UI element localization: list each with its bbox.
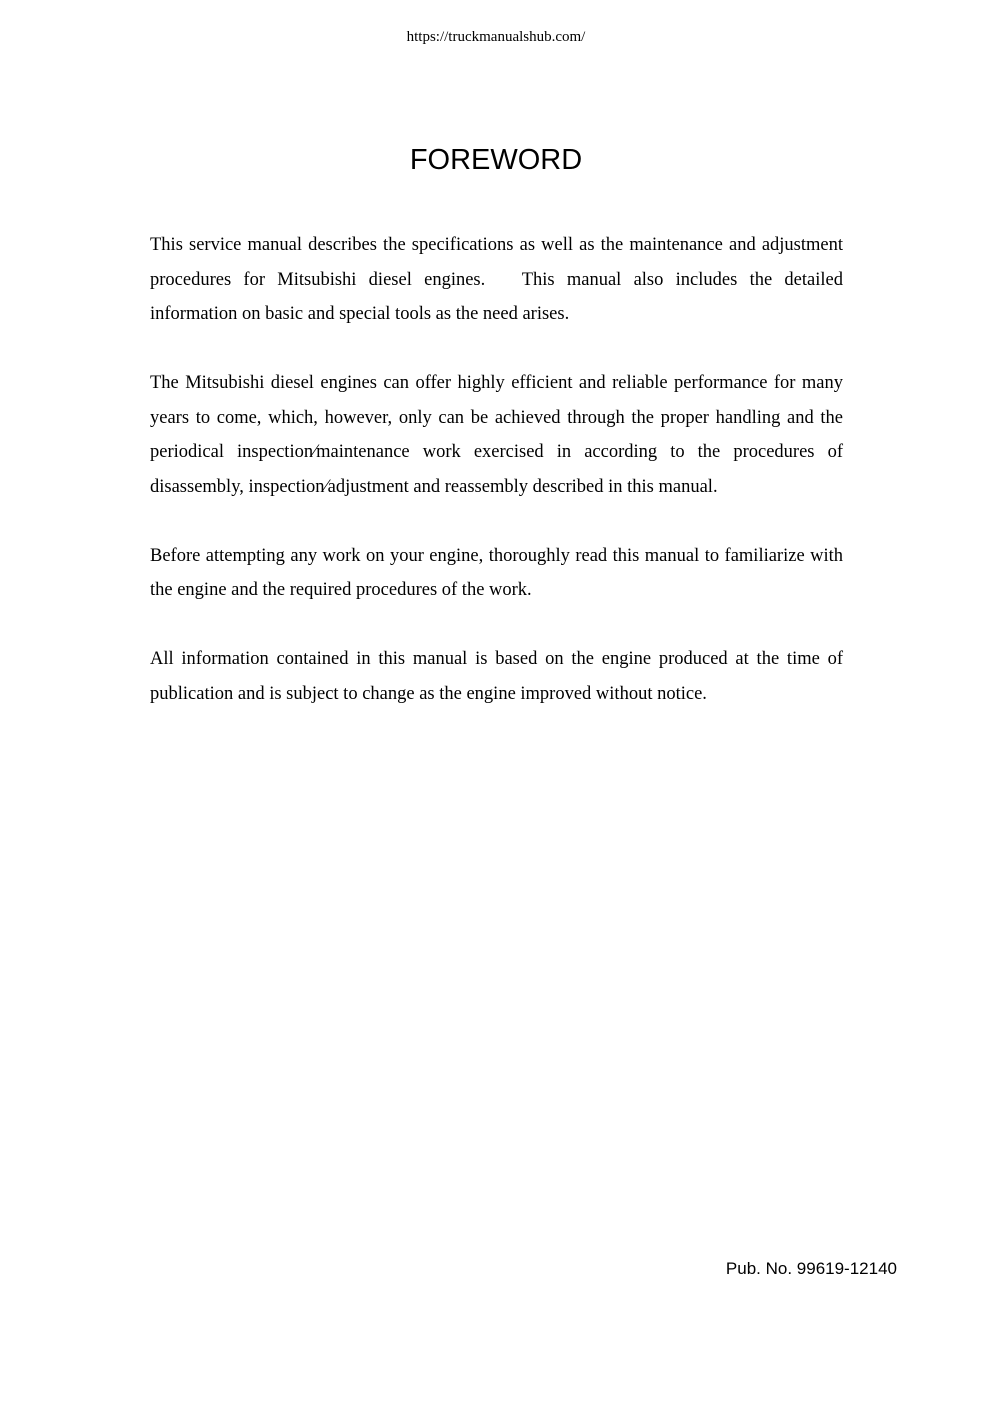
foreword-paragraph-4: All information contained in this manual is based on the engine produced at the time of publication and is subject to change as the engine improved without notice.	[150, 649, 843, 704]
foreword-paragraph-2: The Mitsubishi diesel engines can offer highly efficient and reliable performance for many years to come, which, however, only can be achieved through the proper handling and the periodical inspection⁄maintenance work exercised in according to the procedures of disassembly, inspection⁄adjustment and reassembly described in this manual.	[150, 373, 843, 497]
header-url: https://truckmanualshub.com/	[406, 29, 586, 45]
foreword-body	[150, 228, 843, 711]
foreword-paragraph-1: This service manual describes the specifications as well as the maintenance and adjustment procedures for Mitsubishi diesel engines. This manual also includes the detailed information on basic and special tools as the need arises.	[150, 235, 843, 324]
publication-number: Pub. No. 99619-12140	[725, 1259, 897, 1278]
foreword-paragraph-3: Before attempting any work on your engine, thoroughly read this manual to familiarize with the engine and the required procedures of the work.	[150, 545, 843, 600]
page-title: FOREWORD	[409, 144, 583, 176]
